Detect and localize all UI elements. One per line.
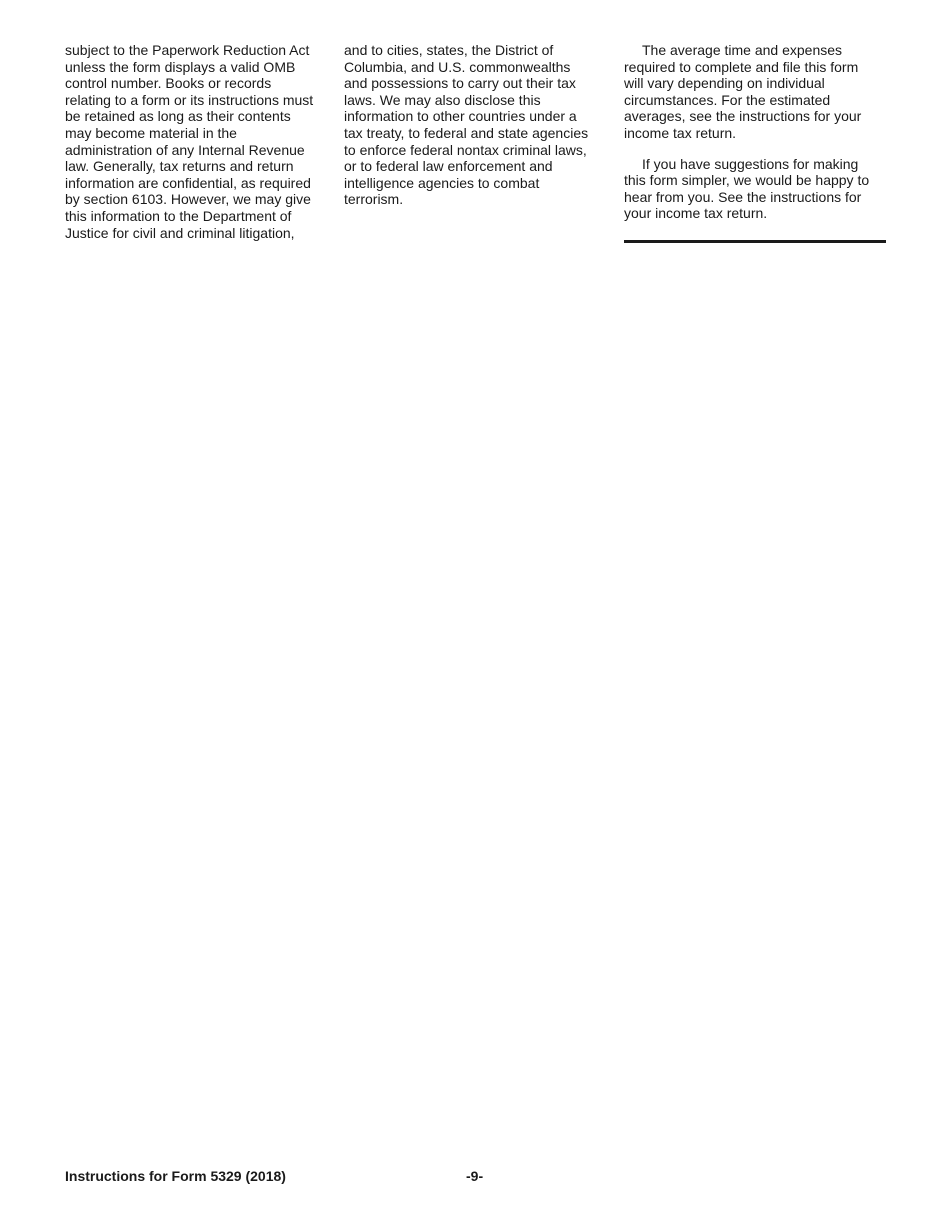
end-of-document-rule <box>624 240 886 243</box>
text-line: laws. We may also disclose this <box>344 91 541 108</box>
text-line: hear from you. See the instructions for <box>624 188 862 205</box>
text-line: The average time and expenses <box>642 42 843 58</box>
text-line: or to federal law enforcement and <box>344 158 553 175</box>
text-line: If you have suggestions for making <box>642 155 859 172</box>
text-line: information are confidential, as required <box>65 174 311 191</box>
text-line: may become material in the <box>65 124 237 141</box>
privacy-act-text-column-1 <box>65 42 327 241</box>
text-line: be retained as long as their contents <box>65 108 291 125</box>
privacy-act-text-column-2 <box>344 42 606 208</box>
footer-form-title: Instructions for Form 5329 (2018) <box>65 1168 286 1184</box>
text-line: tax treaty, to federal and state agencies <box>344 124 589 141</box>
text-line: to enforce federal nontax criminal laws, <box>344 141 587 158</box>
text-line: averages, see the instructions for your <box>624 108 862 125</box>
text-line: unless the form displays a valid OMB <box>65 58 296 75</box>
text-line: this information to the Department of <box>65 207 292 224</box>
suggestions-paragraph <box>624 156 886 222</box>
footer-page-number: -9- <box>466 1168 484 1184</box>
disclosure-paragraph <box>344 42 606 208</box>
text-line: law. Generally, tax returns and return <box>65 158 294 175</box>
text-line: will vary depending on individual <box>624 75 825 92</box>
text-line: administration of any Internal Revenue <box>65 141 305 158</box>
text-line: Columbia, and U.S. commonwealths <box>344 58 571 75</box>
text-line: your income tax return. <box>624 205 768 222</box>
text-line: subject to the Paperwork Reduction Act <box>65 42 310 58</box>
privacy-act-paragraph-continued <box>65 42 327 241</box>
text-line: and possessions to carry out their tax <box>344 75 576 92</box>
text-line: and to cities, states, the District of <box>344 42 554 58</box>
text-line: control number. Books or records <box>65 75 272 92</box>
text-line: information to other countries under a <box>344 108 577 125</box>
text-line: Justice for civil and criminal litigation, <box>65 224 295 241</box>
burden-text-column-3 <box>624 42 886 222</box>
text-line: relating to a form or its instructions must <box>65 91 314 108</box>
text-line: terrorism. <box>344 191 404 208</box>
text-line: by section 6103. However, we may give <box>65 191 311 208</box>
text-line: this form simpler, we would be happy to <box>624 172 870 189</box>
time-estimate-paragraph <box>624 42 886 142</box>
text-line: required to complete and file this form <box>624 58 859 75</box>
text-line: circumstances. For the estimated <box>624 91 831 108</box>
text-line: intelligence agencies to combat <box>344 174 540 191</box>
text-line: income tax return. <box>624 124 737 141</box>
